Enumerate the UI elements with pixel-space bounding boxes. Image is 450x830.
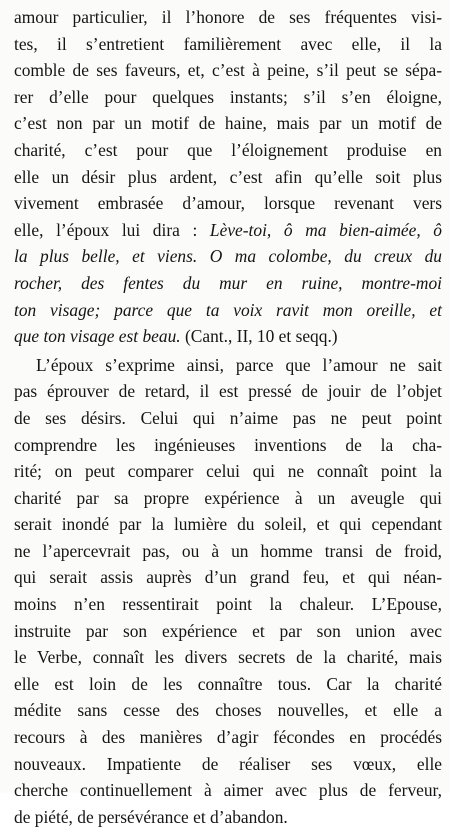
text-line [14, 591, 442, 618]
text-segment: charité par sa propre expérience à un aveugle qui [14, 487, 442, 508]
text-segment: amour particulier, il l’honore de ses fréquentes visi- [14, 7, 442, 27]
text-segment: le Verbe, connaît les divers secrets de la charité, mais [14, 647, 442, 668]
text-segment: nouveaux. Impatiente de réaliser ses vœux, elle [14, 753, 442, 774]
text-segment: elle est loin de les connaître tous. Car la charité [14, 673, 442, 694]
text-line [14, 378, 442, 405]
text-segment: c’est non par un motif de haine, mais par un motif de [14, 113, 442, 134]
text-line [14, 84, 442, 111]
text-segment: de ses désirs. Celui qui n’aime pas ne peut point [14, 407, 442, 428]
text-line [14, 297, 442, 324]
text-line [14, 217, 442, 244]
italic-quote-text: que ton visage est beau. [14, 326, 181, 347]
text-line [14, 323, 442, 350]
text-segment: comble de ses faveurs, et, c’est à peine, s’il peut se sépa- [14, 60, 442, 81]
text-segment: de piété, de persévérance et d’abandon. [14, 806, 288, 827]
text-line [14, 243, 442, 270]
text-line [14, 538, 442, 565]
text-line [14, 485, 442, 512]
text-line [14, 751, 442, 778]
text-line [14, 618, 442, 645]
text-line [14, 4, 442, 31]
text-segment: recours à des manières d’agir fécondes en procédés [14, 727, 442, 748]
text-line [14, 671, 442, 698]
text-segment: médite sans cesse des choses nouvelles, et elle a [14, 700, 442, 721]
text-segment: cherche continuellement à aimer avec plus de ferveur, [14, 780, 442, 801]
text-segment: instruite par son expérience et par son union avec [14, 620, 442, 641]
text-line [14, 644, 442, 671]
text-line [14, 432, 442, 459]
italic-quote-text: la plus belle, et viens. O ma colombe, du creux du [14, 246, 442, 267]
text-line [14, 164, 442, 191]
text-line [14, 511, 442, 538]
text-segment: comprendre les ingénieuses inventions de la cha- [14, 434, 442, 455]
italic-quote-text: ton visage; parce que ta voix ravit mon oreille, et [14, 299, 442, 320]
italic-quote-text: rocher, des fentes du mur en ruine, montre-moi [14, 272, 442, 293]
text-segment: elle, l’époux lui dira : [14, 219, 210, 240]
text-segment: ne l’apercevrait pas, ou à un homme transi de froid, [14, 540, 442, 561]
text-segment: moins n’en ressentirait point la chaleur. L’Epouse, [14, 594, 442, 615]
text-segment: elle un désir plus ardent, c’est afin qu’elle soit plus [14, 166, 442, 187]
text-line [14, 724, 442, 751]
text-line [14, 31, 442, 58]
body-text [14, 4, 442, 830]
text-segment: pas éprouver de retard, il est pressé de jouir de l’objet [14, 381, 442, 402]
text-segment: tes, il s’entretient familièrement avec elle, il la [14, 33, 442, 54]
text-segment: serait inondé par la lumière du soleil, et qui cependant [14, 514, 442, 535]
text-line [14, 137, 442, 164]
text-segment: qui serait assis auprès d’un grand feu, et qui néan- [14, 567, 442, 588]
text-line [14, 57, 442, 84]
text-line [14, 352, 442, 379]
text-segment: charité, c’est pour que l’éloignement produise en [14, 139, 442, 160]
text-segment: rité; on peut comparer celui qui ne connaît point la [14, 461, 442, 482]
text-line [14, 804, 442, 830]
text-line [14, 405, 442, 432]
italic-quote-text: Lève-toi, ô ma bien-aimée, ô [209, 219, 442, 240]
text-line [14, 697, 442, 724]
text-line [14, 458, 442, 485]
text-line [14, 110, 442, 137]
text-line [14, 777, 442, 804]
text-segment: L’époux s’exprime ainsi, parce que l’amour ne sait [36, 354, 442, 375]
text-segment: rer d’elle pour quelques instants; s’il s’en éloigne, [14, 86, 442, 107]
text-line [14, 270, 442, 297]
text-segment: vivement embrasée d’amour, lorsque revenant vers [14, 193, 442, 214]
text-segment: (Cant., II, 10 et seqq.) [180, 326, 338, 347]
text-line [14, 564, 442, 591]
text-line [14, 190, 442, 217]
